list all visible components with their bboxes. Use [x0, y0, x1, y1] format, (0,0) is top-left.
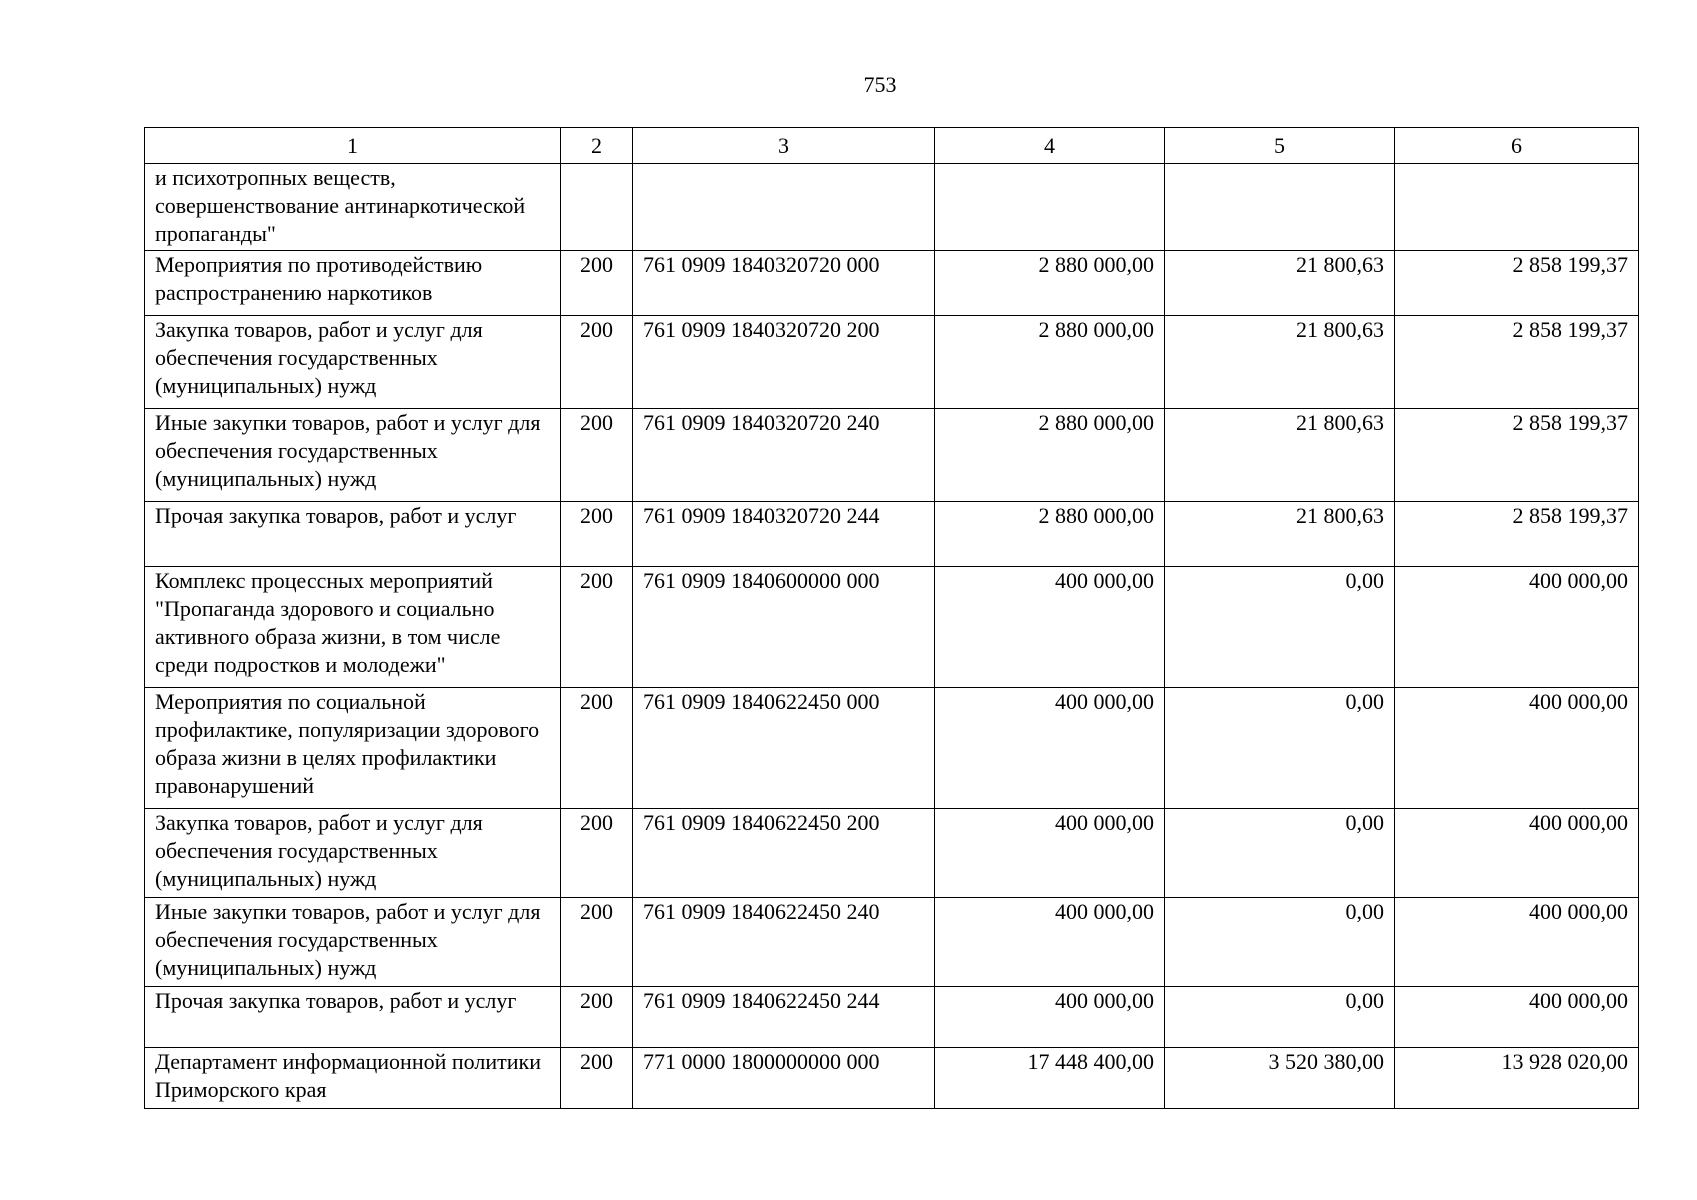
row-col4-cell: 400 000,00	[935, 809, 1165, 898]
row-classification-cell: 771 0000 1800000000 000	[633, 1048, 935, 1109]
row-code-cell: 200	[561, 567, 633, 688]
row-col6-cell: 2 858 199,37	[1395, 502, 1639, 567]
table-row	[145, 409, 1639, 502]
row-classification-cell: 761 0909 1840622450 244	[633, 987, 935, 1048]
table-row	[145, 809, 1639, 898]
row-code-cell: 200	[561, 251, 633, 316]
row-col6-cell: 400 000,00	[1395, 898, 1639, 987]
row-name-cell: Комплекс процессных мероприятий "Пропаганда здорового и социально активного образа жизни, в том числе среди подростков и молодежи"	[145, 567, 561, 688]
column-header: 4	[935, 128, 1165, 164]
row-code-cell: 200	[561, 1048, 633, 1109]
row-col4-cell: 17 448 400,00	[935, 1048, 1165, 1109]
row-col4-cell: 400 000,00	[935, 898, 1165, 987]
column-header: 6	[1395, 128, 1639, 164]
row-classification-cell: 761 0909 1840320720 244	[633, 502, 935, 567]
table-header-row	[145, 128, 1639, 164]
row-classification-cell: 761 0909 1840320720 200	[633, 316, 935, 409]
budget-table	[144, 127, 1639, 1109]
row-name-cell: Иные закупки товаров, работ и услуг для обеспечения государственных (муниципальных) нужд	[145, 409, 561, 502]
table-row	[145, 1048, 1639, 1109]
row-classification-cell: 761 0909 1840622450 000	[633, 688, 935, 809]
row-code-cell	[561, 164, 633, 251]
row-col6-cell	[1395, 164, 1639, 251]
row-name-cell: Прочая закупка товаров, работ и услуг	[145, 987, 561, 1048]
row-name-cell: Иные закупки товаров, работ и услуг для обеспечения государственных (муниципальных) нужд	[145, 898, 561, 987]
row-col5-cell: 3 520 380,00	[1165, 1048, 1395, 1109]
row-classification-cell: 761 0909 1840320720 240	[633, 409, 935, 502]
row-col5-cell: 0,00	[1165, 567, 1395, 688]
row-col6-cell: 400 000,00	[1395, 688, 1639, 809]
row-classification-cell: 761 0909 1840600000 000	[633, 567, 935, 688]
row-col5-cell: 21 800,63	[1165, 502, 1395, 567]
row-name-cell: Департамент информационной политики Приморского края	[145, 1048, 561, 1109]
row-col6-cell: 13 928 020,00	[1395, 1048, 1639, 1109]
column-header: 2	[561, 128, 633, 164]
row-col5-cell: 21 800,63	[1165, 316, 1395, 409]
table-row	[145, 688, 1639, 809]
row-col4-cell: 400 000,00	[935, 987, 1165, 1048]
row-col5-cell: 0,00	[1165, 809, 1395, 898]
row-code-cell: 200	[561, 809, 633, 898]
page-number: 753	[863, 72, 897, 97]
row-col4-cell: 2 880 000,00	[935, 251, 1165, 316]
table-row	[145, 316, 1639, 409]
column-header: 1	[145, 128, 561, 164]
row-col4-cell: 400 000,00	[935, 567, 1165, 688]
row-col4-cell: 2 880 000,00	[935, 409, 1165, 502]
row-col6-cell: 400 000,00	[1395, 809, 1639, 898]
column-header: 5	[1165, 128, 1395, 164]
row-name-cell: Мероприятия по противодействию распространению наркотиков	[145, 251, 561, 316]
row-col4-cell: 2 880 000,00	[935, 502, 1165, 567]
row-code-cell: 200	[561, 987, 633, 1048]
row-col6-cell: 400 000,00	[1395, 987, 1639, 1048]
row-col6-cell: 2 858 199,37	[1395, 316, 1639, 409]
column-header: 3	[633, 128, 935, 164]
row-classification-cell: 761 0909 1840622450 200	[633, 809, 935, 898]
row-name-cell: Прочая закупка товаров, работ и услуг	[145, 502, 561, 567]
row-classification-cell	[633, 164, 935, 251]
row-name-cell: и психотропных веществ, совершенствование антинаркотической пропаганды"	[145, 164, 561, 251]
row-col5-cell: 0,00	[1165, 898, 1395, 987]
row-col6-cell: 400 000,00	[1395, 567, 1639, 688]
row-col4-cell: 400 000,00	[935, 688, 1165, 809]
table-row	[145, 164, 1639, 251]
row-classification-cell: 761 0909 1840622450 240	[633, 898, 935, 987]
row-name-cell: Мероприятия по социальной профилактике, популяризации здорового образа жизни в целях профилактики правонарушений	[145, 688, 561, 809]
row-code-cell: 200	[561, 688, 633, 809]
row-col4-cell: 2 880 000,00	[935, 316, 1165, 409]
row-col6-cell: 2 858 199,37	[1395, 409, 1639, 502]
row-code-cell: 200	[561, 502, 633, 567]
row-col5-cell: 21 800,63	[1165, 409, 1395, 502]
row-col5-cell: 21 800,63	[1165, 251, 1395, 316]
table-row	[145, 502, 1639, 567]
table-row	[145, 567, 1639, 688]
row-col4-cell	[935, 164, 1165, 251]
row-code-cell: 200	[561, 409, 633, 502]
row-col5-cell: 0,00	[1165, 688, 1395, 809]
row-name-cell: Закупка товаров, работ и услуг для обеспечения государственных (муниципальных) нужд	[145, 809, 561, 898]
row-name-cell: Закупка товаров, работ и услуг для обеспечения государственных (муниципальных) нужд	[145, 316, 561, 409]
row-col5-cell: 0,00	[1165, 987, 1395, 1048]
table-row	[145, 898, 1639, 987]
row-classification-cell: 761 0909 1840320720 000	[633, 251, 935, 316]
row-code-cell: 200	[561, 316, 633, 409]
table-row	[145, 251, 1639, 316]
row-col5-cell	[1165, 164, 1395, 251]
row-col6-cell: 2 858 199,37	[1395, 251, 1639, 316]
table-row	[145, 987, 1639, 1048]
row-code-cell: 200	[561, 898, 633, 987]
